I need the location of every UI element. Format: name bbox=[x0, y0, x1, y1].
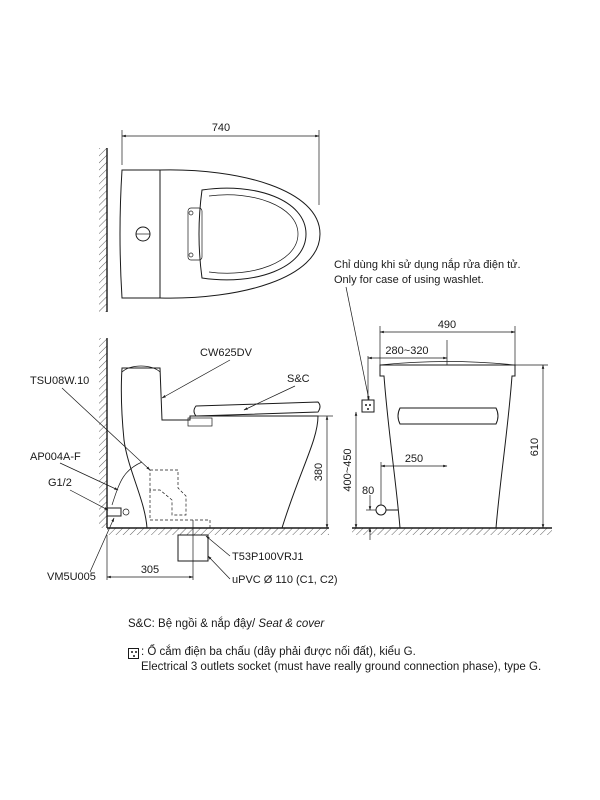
rough-in-dim: 305 bbox=[140, 564, 160, 576]
valve-label: TSU08W.10 bbox=[30, 375, 90, 387]
side-floor-hatch bbox=[107, 528, 329, 535]
top-bowl-outer bbox=[160, 170, 320, 298]
supply-offset-dim: 250 bbox=[404, 453, 424, 465]
top-seat-inner bbox=[209, 195, 298, 274]
side-outlet bbox=[150, 490, 210, 528]
stop-valve-knob bbox=[123, 509, 129, 515]
thread-label: G1/2 bbox=[48, 477, 72, 489]
hinge-bolt-bottom bbox=[189, 253, 193, 257]
flange-leader bbox=[206, 536, 230, 556]
side-wall-hatch bbox=[99, 338, 107, 528]
socket-pin-2 bbox=[369, 404, 371, 406]
socket-pin-3 bbox=[367, 408, 369, 410]
legend-socket-icon bbox=[128, 648, 139, 659]
front-socket bbox=[362, 400, 374, 412]
flange-label: T53P100VRJ1 bbox=[232, 551, 304, 563]
stop-valve-label: VM5U005 bbox=[47, 571, 96, 583]
legend-socket-pin-2 bbox=[135, 651, 137, 653]
stop-valve bbox=[107, 508, 121, 516]
hinge-bolt-top bbox=[189, 211, 193, 215]
side-trap bbox=[150, 470, 186, 515]
top-width-dim: 740 bbox=[211, 122, 231, 134]
pipe-leader bbox=[208, 556, 230, 579]
pipe-label: uPVC Ø 110 (C1, C2) bbox=[232, 574, 338, 586]
side-toilet-body bbox=[121, 368, 318, 528]
legend-socket-en: Electrical 3 outlets socket (must have really ground connection phase), type G. bbox=[141, 661, 542, 673]
side-view bbox=[30, 338, 338, 586]
supply-hose bbox=[112, 462, 142, 505]
front-width-dim: 490 bbox=[437, 319, 457, 331]
note-vi: Chỉ dùng khi sử dụng nắp rửa điện tử. bbox=[334, 259, 521, 271]
top-seat bbox=[199, 188, 306, 280]
front-view bbox=[334, 258, 552, 540]
model-label: CW625DV bbox=[200, 347, 252, 359]
socket-pin-1 bbox=[365, 404, 367, 406]
note-en: Only for case of using washlet. bbox=[334, 274, 484, 286]
socket-offset-dim: 280~320 bbox=[385, 345, 429, 357]
hose-label: AP004A-F bbox=[30, 451, 81, 463]
front-height-dim: 610 bbox=[529, 437, 541, 457]
supply-height-dim: 80 bbox=[362, 485, 375, 497]
front-seat bbox=[398, 408, 498, 424]
legend-sc-prefix: S&C: Bệ ngồi & nắp đậy/ bbox=[128, 618, 256, 630]
legend-socket-pin-3 bbox=[133, 655, 135, 657]
front-tank-lid bbox=[380, 362, 515, 366]
front-floor-hatch bbox=[352, 528, 552, 535]
side-hinge bbox=[188, 418, 212, 426]
side-tank-lid bbox=[122, 366, 160, 372]
seat-label: S&C bbox=[287, 373, 310, 385]
legend-sc-en: Seat & cover bbox=[258, 618, 325, 630]
legend-socket-pin-1 bbox=[131, 651, 133, 653]
legend-sc bbox=[128, 617, 324, 632]
top-wall-hatch bbox=[99, 148, 107, 312]
note-leader bbox=[346, 287, 369, 400]
seat-leader bbox=[244, 386, 295, 410]
front-toilet-body bbox=[380, 365, 515, 528]
top-view bbox=[99, 122, 320, 312]
front-supply-valve bbox=[376, 505, 386, 515]
socket-height-dim: 400~450 bbox=[342, 448, 354, 492]
inlet-height-dim: 380 bbox=[313, 462, 325, 482]
model-leader bbox=[162, 360, 230, 398]
legend-socket-vi: : Ổ cắm điện ba chấu (dây phải được nối đất), kiểu G. bbox=[141, 646, 416, 658]
